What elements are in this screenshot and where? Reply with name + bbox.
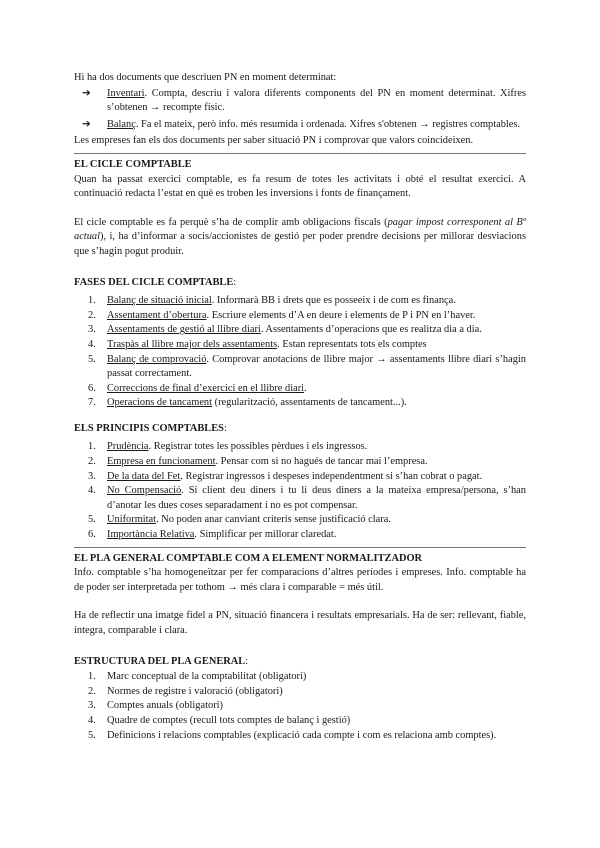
fases-list [74, 294, 526, 411]
intro-text: Hi ha dos documents que descriuen PN en moment determinat: [74, 72, 337, 83]
section-divider [74, 547, 526, 548]
list-item: 2. Assentament d’obertura. Escriure elements d’A en deure i elements de P i PN en l’haver. [88, 309, 476, 321]
pla-paragraph-2: Ha de reflectir una imatge fidel a PN, situació financera i resultats empresarials. Ha de ser: rellevant, fiable, íntegra, comparable i clara. [74, 610, 526, 636]
list-item: 2. Empresa en funcionament. Pensar com si no hagués de tancar mai l’empresa. [88, 456, 428, 468]
list-item: 4. No Compensació. Si client deu diners i tu li deus diners a la mateixa empresa/persona, s’han d’anotar les dues coses separadament i no es pot compensar. [88, 485, 526, 511]
item-text: . Compta, descriu i valora diferents components del PN en moment determinat. Xifres s’obtenen → recompte físic. [107, 87, 526, 114]
list-item [74, 87, 526, 116]
list-item: 4. Traspàs al llibre major dels assentaments. Estan representats tots els comptes [88, 338, 427, 350]
section-heading-estructura: ESTRUCTURA DEL PLA GENERAL: [74, 655, 249, 667]
list-item: 3. Comptes anuals (obligatori) [88, 700, 224, 712]
list-item: 3. Assentaments de gestió al llibre diari. Assentaments d’operacions que es realitza dia a dia. [88, 324, 482, 336]
cicle-paragraph-2: El cicle comptable es fa perquè s’ha de complir amb obligacions fiscals (pagar impost corresponent al Bº actual), i, ha d’informar a socis/accionistes de gestió per poder prendre decisions per millorar desviacions que s’hagin pogut produir. [74, 216, 526, 257]
item-text: . Fa el mateix, però info. més resumida i ordenada. Xifres s'obtenen → registres comptables. [135, 118, 521, 130]
section-heading-principis: ELS PRINCIPIS COMPTABLES: [74, 422, 227, 434]
principis-list [74, 440, 526, 542]
list-item: 5. Balanç de comprovació. Comprovar anotacions de llibre major → assentaments llibre diari s’hagin passat correctament. [88, 353, 526, 380]
list-item: 6. Importància Relativa. Simplificar per millorar claredat. [88, 529, 337, 541]
list-item: 6. Correccions de final d’exercici en el llibre diari. [88, 382, 307, 394]
intro-closing: Les empreses fan els dos documents per saber situació PN i comprovar que valors coincideixen. [74, 135, 474, 147]
italic-note: pagar impost corresponent al Bº actual [74, 216, 526, 243]
list-item: 5. Definicions i relacions comptables (explicació cada compte i com es relaciona amb comptes). [88, 729, 497, 741]
section-heading-cicle: EL CICLE COMPTABLE [74, 158, 192, 170]
document-content [74, 71, 526, 743]
term-balanc: Balanç [107, 118, 136, 130]
intro-list [74, 87, 526, 133]
list-item: 2. Normes de registre i valoració (obligatori) [88, 685, 283, 697]
pla-paragraph-1: Info. comptable s’ha homogeneïtzar per fer comparacions d’altres períodes i empreses. Info. comptable ha de poder ser interpretada per tothom → més clara i comparable = més útil. [74, 567, 526, 593]
list-item: 1. Prudència. Registrar totes les possibles pèrdues i els ingressos. [88, 441, 368, 453]
list-item: 1. Balanç de situació inicial. Informarà BB i drets que es posseeix i de com es finança. [88, 295, 456, 307]
arrow-icon: ➔ [82, 87, 91, 99]
arrow-icon: ➔ [82, 118, 91, 130]
list-item: 1. Marc conceptual de la comptabilitat (obligatori) [88, 671, 307, 683]
section-heading-pla: EL PLA GENERAL COMPTABLE COM A ELEMENT NORMALITZADOR [74, 552, 423, 564]
section-divider [74, 153, 526, 154]
list-item [74, 118, 526, 133]
section-heading-fases: FASES DEL CICLE COMPTABLE: [74, 276, 237, 288]
list-item: 7. Operacions de tancament (regularització, assentaments de tancament...). [88, 397, 407, 409]
list-item: 4. Quadre de comptes (recull tots comptes de balanç i gestió) [88, 714, 351, 726]
cicle-paragraph-1: Quan ha passat exercici comptable, es fa resum de totes les activitats i obté el resultat exercici. A continuació redacta l’estat en què es troben les inversions i fonts de finançament. [74, 173, 526, 200]
estructura-list [74, 670, 526, 743]
term-inventari: Inventari [107, 87, 145, 99]
list-item: 3. De la data del Fet. Registrar ingressos i despeses independentment si s’han cobrat o pagat. [88, 470, 483, 482]
list-item: 5. Uniformitat. No poden anar canviant criteris sense justificació clara. [88, 514, 391, 526]
